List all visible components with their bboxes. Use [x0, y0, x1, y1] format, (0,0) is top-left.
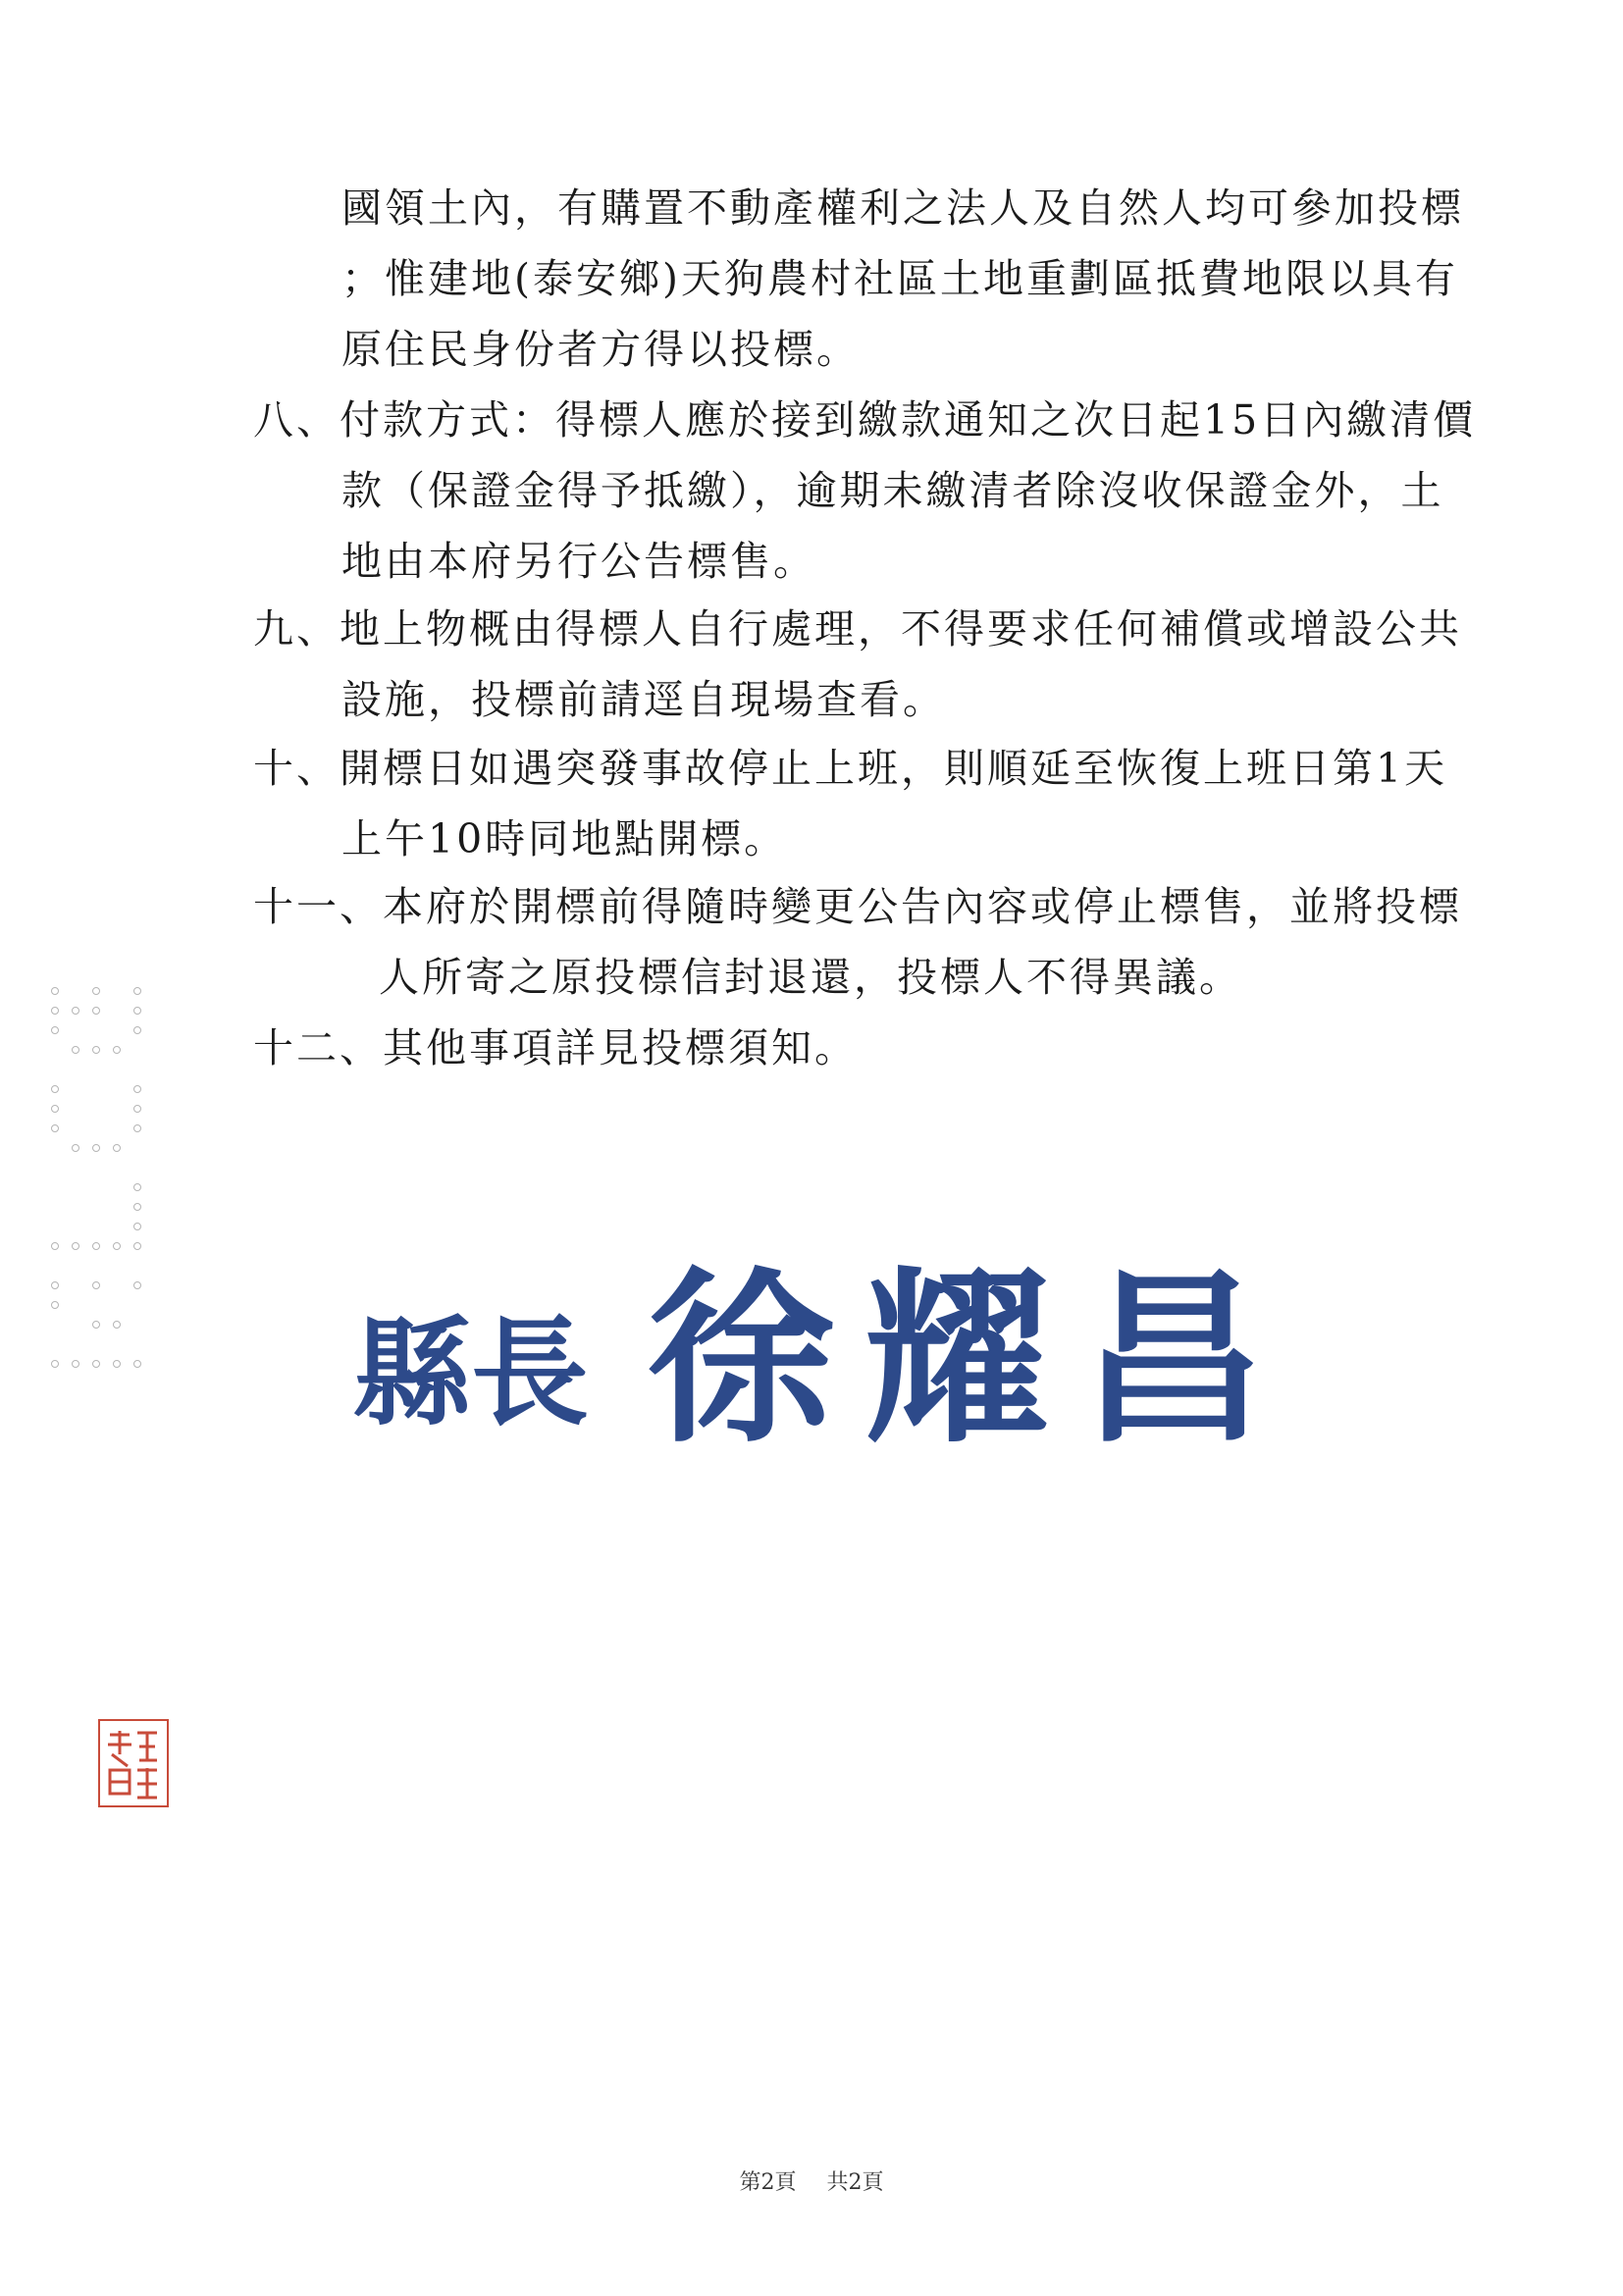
punch-hole: [133, 1007, 141, 1015]
punch-hole: [113, 1242, 121, 1250]
punch-hole: [133, 1360, 141, 1368]
text-line: 設施，投標前請逕自現場查看。: [341, 676, 946, 723]
text-line: 九、地上物概由得標人自行處理，不得要求任何補償或增設公共: [253, 605, 1462, 652]
punch-hole: [51, 1026, 59, 1034]
text-line: 原住民身份者方得以投標。: [341, 326, 860, 373]
punch-hole: [72, 1360, 79, 1368]
punch-hole: [51, 1085, 59, 1093]
punch-hole: [92, 1046, 100, 1054]
binding-holes: [47, 981, 155, 1374]
punch-hole: [92, 1360, 100, 1368]
punch-hole: [113, 1144, 121, 1152]
text-line: 十二、其他事項詳見投標須知。: [253, 1024, 858, 1071]
punch-hole: [51, 1124, 59, 1132]
seal-icon: [100, 1721, 167, 1805]
punch-hole: [51, 1007, 59, 1015]
punch-hole: [92, 1321, 100, 1329]
text-line: 八、付款方式：得標人應於接到繳款通知之次日起15日內繳清價: [253, 396, 1477, 444]
punch-hole: [51, 1105, 59, 1113]
punch-hole: [72, 1242, 79, 1250]
punch-hole: [133, 987, 141, 995]
text-line: 十、開標日如遇突發事故停止上班，則順延至恢復上班日第1天: [253, 745, 1448, 792]
punch-hole: [133, 1183, 141, 1191]
punch-hole: [133, 1223, 141, 1230]
signature-title: 縣長: [353, 1304, 589, 1442]
text-line: 款（保證金得予抵繳），逾期未繳清者除沒收保證金外，土: [341, 467, 1444, 514]
magistrate-signature: [353, 1246, 1315, 1501]
punch-hole: [133, 1242, 141, 1250]
page-footer: [0, 2166, 1623, 2196]
page-number: 第2頁: [739, 2170, 797, 2195]
punch-hole: [133, 1026, 141, 1034]
punch-hole: [113, 1321, 121, 1329]
text-line: 國領土內，有購置不動產權利之法人及自然人均可參加投標: [341, 184, 1464, 232]
punch-hole: [51, 1301, 59, 1309]
page-total: 共2頁: [826, 2170, 884, 2195]
punch-hole: [72, 1144, 79, 1152]
punch-hole: [113, 1046, 121, 1054]
punch-hole: [51, 1360, 59, 1368]
punch-hole: [92, 1242, 100, 1250]
signature-name: 徐耀昌: [648, 1249, 1296, 1468]
official-seal: [98, 1719, 169, 1807]
punch-hole: [92, 987, 100, 995]
punch-hole: [51, 1242, 59, 1250]
punch-hole: [133, 1203, 141, 1211]
punch-hole: [51, 987, 59, 995]
punch-hole: [92, 1281, 100, 1289]
text-line: 十一、本府於開標前得隨時變更公告內容或停止標售，並將投標: [253, 883, 1462, 930]
punch-hole: [113, 1360, 121, 1368]
punch-hole: [133, 1105, 141, 1113]
text-line: ；惟建地(泰安鄉)天狗農村社區土地重劃區抵費地限以具有: [341, 255, 1458, 302]
punch-hole: [72, 1046, 79, 1054]
text-line: 地由本府另行公告標售。: [341, 538, 816, 585]
punch-hole: [133, 1124, 141, 1132]
text-line: 上午10時同地點開標。: [341, 815, 788, 862]
punch-hole: [133, 1281, 141, 1289]
punch-hole: [92, 1007, 100, 1015]
punch-hole: [92, 1144, 100, 1152]
punch-hole: [51, 1281, 59, 1289]
punch-hole: [133, 1085, 141, 1093]
text-line: 人所寄之原投標信封退還，投標人不得異議。: [379, 954, 1242, 1001]
punch-hole: [72, 1007, 79, 1015]
